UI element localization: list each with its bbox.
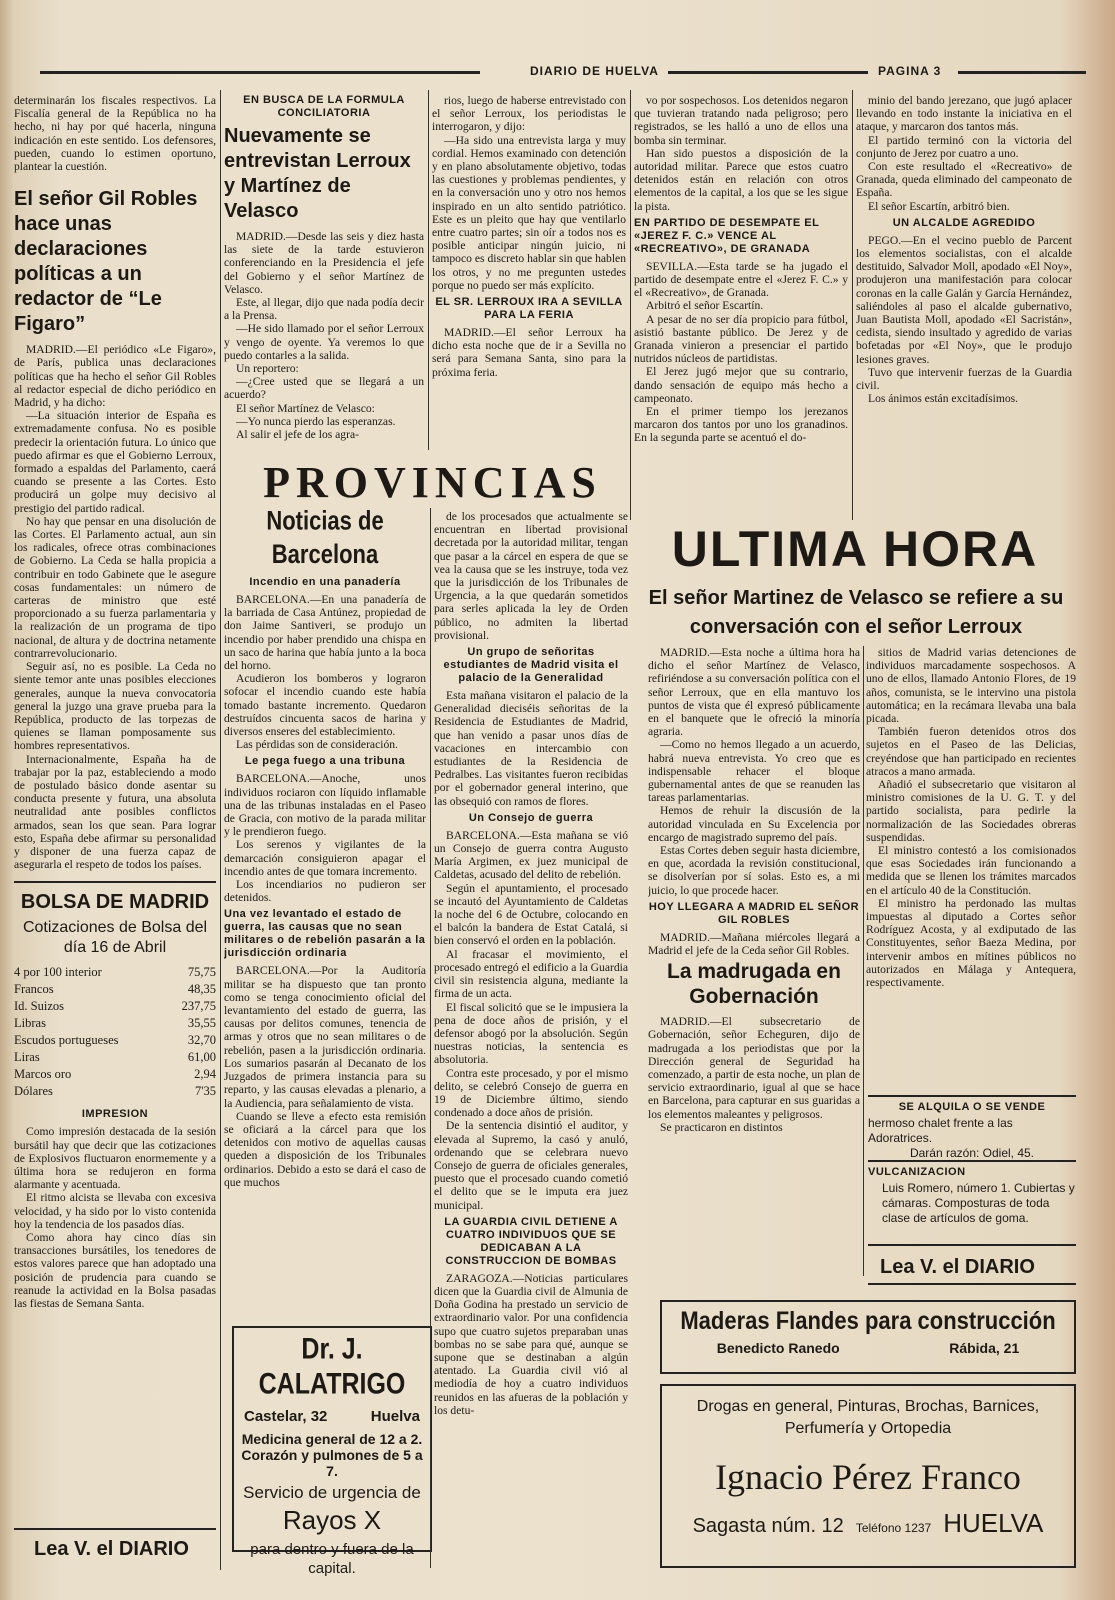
bolsa-row-name: Escudos portugueses — [14, 1033, 119, 1048]
paragraph: El Jerez jugó mejor que su contrario, dando sensación de equipo más hecho a campeonato. — [634, 365, 848, 405]
column-1 — [14, 94, 216, 1544]
paragraph: vo por sospechosos. Los detenidos negaron que tuvieran tratando nada peligroso; pero registrados, se les halló a uno de ellos una bomba sin terminar. — [634, 94, 848, 147]
senoritas-article — [434, 689, 628, 808]
paragraph: Esta mañana visitaron el palacio de la Generalidad dieciséis señoritas de la Residencia de Estudiantes de Madrid, que han venido a pasar unos días de vacaciones en intercambio con estudiantes de la Residencia de Pedralbes. Las visitantes fueron recibidas por el gobernador general interino, que las obsequió con ramos de flores. — [434, 689, 628, 808]
header-rule-left — [40, 71, 480, 74]
bombas-kicker: LA GUARDIA CIVIL DETIENE A CUATRO INDIVIDUOS QUE SE DEDICABAN A LA CONSTRUCCION DE BOMBAS — [444, 1215, 618, 1267]
page-number: PAGINA 3 — [878, 64, 942, 78]
sevilla-kicker: EL SR. LERROUX IRA A SEVILLA PARA LA FERIA — [435, 296, 623, 322]
lerroux-continued — [432, 94, 626, 292]
jerez-kicker: EN PARTIDO DE DESEMPATE EL «JEREZ F. C.» VENCE AL «RECREATIVO», DE GRANADA — [634, 216, 820, 255]
paragraph: BARCELONA.—En una panadería de la barriada de Casa Antúnez, propiedad de don Jaime Santiveri, se produjo un incendio por haber prendido una chispa en un saco de harina que había junto a la boca del horno. — [224, 593, 426, 673]
bolsa-row-name: Francos — [14, 982, 54, 997]
drogas-city: HUELVA — [943, 1508, 1044, 1538]
panaderia-kicker: Incendio en una panadería — [249, 576, 401, 588]
calatrigo-footer: para dentro y fuera de la capital. — [250, 1541, 414, 1577]
column-3-bottom — [434, 510, 628, 1585]
lea-diario-ad-2: Lea V. el DIARIO — [880, 1256, 1035, 1278]
paragraph: A pesar de no ser día propicio para fútbol, asistió bastante público. De Jerez y de Granada vinieron a presenciar el partido nutridos núcleos de partidistas. — [634, 312, 848, 366]
paragraph: Tuvo que intervenir fuerzas de la Guardia civil. — [856, 365, 1072, 393]
alquila-contact: Darán razón: Odiel, 45. — [909, 1146, 1035, 1160]
divider — [868, 1283, 1076, 1285]
consejo-kicker: Un Consejo de guerra — [468, 811, 594, 824]
bolsa-row-name: Liras — [14, 1050, 40, 1065]
paragraph: MADRID.—El periódico «Le Figaro», de París, publica unas declaraciones políticas que ha hecho el señor Gil Robles al redactor especial de dicho periódico en Madrid, y ha dicho: — [14, 343, 216, 410]
jurisdiccion-article — [224, 964, 426, 1188]
paragraph: Se practicaron en distintos — [660, 1120, 783, 1134]
bolsa-row-value: 2,94 — [194, 1067, 216, 1082]
paragraph: El señor Martínez de Velasco: — [236, 401, 375, 415]
alcalde-kicker: UN ALCALDE AGREDIDO — [892, 216, 1036, 229]
paragraph: Estas Cortes deben seguir hasta diciembre, en que, acordada la revisión constitucional, se disolverían por sí solas. Esto es, a mi juicio, lo que procede hacer. — [648, 844, 860, 897]
lea-diario-ad: Lea V. el DIARIO — [34, 1538, 189, 1560]
maderas-name: Benedicto Ranedo — [716, 1340, 840, 1356]
column-4-top — [634, 94, 848, 524]
bolsa-row-name: Marcos oro — [14, 1067, 72, 1082]
calatrigo-city: Huelva — [370, 1408, 420, 1425]
paragraph: De la sentencia disintió el auditor, y elevada al Supremo, la casó y anuló, ordenando que se celebrara nuevo Consejo de guerra de oficiales generales, puesto que el procesado cuando cometió el delito que se le imputa era juez municipal. — [434, 1119, 628, 1212]
bolsa-row-name: Id. Suizos — [14, 999, 64, 1014]
formula-kicker: EN BUSCA DE LA FORMULA CONCILIATORIA — [243, 94, 405, 119]
calatrigo-address-line — [234, 1408, 430, 1425]
paragraph: —Como no hemos llegado a un acuerdo, habrá nueva entrevista. Yo creo que es indispensable rehacer el bloque gubernamental antes de que se reanuden las tareas parlamentarias. — [648, 738, 860, 805]
calatrigo-rayos: Rayos X — [282, 1505, 382, 1535]
drogas-name: Ignacio Pérez Franco — [715, 1457, 1021, 1497]
alcalde-article — [856, 234, 1072, 406]
drogas-info — [662, 1508, 1074, 1539]
paragraph: Como impresión destacada de la sesión bursátil hay que decir que las cotizaciones de Explosivos fluctuaron enormemente y a última hora se redujeron en forma alarmante y acentuada. — [14, 1125, 216, 1192]
paragraph: Un reportero: — [236, 362, 299, 376]
column-rule — [428, 90, 429, 450]
bolsa-row — [14, 1066, 216, 1083]
bolsa-row — [14, 1032, 216, 1049]
procesados-continued — [434, 510, 628, 642]
divider — [868, 1095, 1076, 1097]
paragraph: —La situación interior de España es extremadamente confusa. No es posible predecir la orientación futura. Lo único que puedo afirmar es que el Gobierno Lerroux, formado a espaldas del Parlamento, caerá cuando se presente a las Cortes. Esto producirá un golpe muy decisivo al prestigio del partido radical. — [14, 409, 216, 515]
bolsa-row — [14, 1083, 216, 1100]
consejo-article — [434, 829, 628, 1212]
barcelona-headline: Noticias de Barcelona — [266, 508, 384, 570]
divider — [14, 881, 216, 883]
sevilla-article — [432, 326, 626, 379]
ultima-hora-heading: ULTIMA HORA — [671, 521, 1039, 577]
bolsa-row — [14, 1015, 216, 1032]
fiscales-text: determinarán los fiscales respectivos. La Fiscalía general de la República no ha hecho, ni hay por qué hacerla, ninguna indicación en este sentido. Los defensores, pueden, cuando lo estimen oportuno, plantear la cuestión. — [14, 94, 216, 174]
bombas-continued — [634, 94, 848, 213]
paragraph: Los serenos y vigilantes de la demarcación consiguieron apagar el incendio antes de que tomara incremento. — [224, 838, 426, 878]
calatrigo-hours-1: Medicina general de 12 a 2. — [241, 1431, 423, 1447]
paragraph: El partido terminó con la victoria del conjunto de Jerez por cuatro a uno. — [856, 133, 1072, 160]
drogas-address: Sagasta núm. 12 — [692, 1515, 844, 1537]
madrugada-article — [648, 1015, 860, 1134]
alquila-title: SE ALQUILA O SE VENDE — [898, 1101, 1046, 1113]
lerroux-article — [224, 230, 424, 441]
drogas-phone: Teléfono 1237 — [855, 1521, 932, 1535]
drogas-ad — [660, 1384, 1076, 1568]
header-rule-mid — [668, 71, 868, 74]
paragraph: sitios de Madrid varias detenciones de individuos marcadamente sospechosos. A uno de ellos, llamado Antonio Flores, de 19 años, comunista, se le intervino una pistola automática; en la recámara llevaba una bala picada. — [866, 646, 1076, 726]
paragraph: Seguir así, no es posible. La Ceda no siente temor ante unas posibles elecciones generales, aunque la nueva convocatoria general la juzgo una grave prueba para la República, producto de las torpezas de quienes se llaman pomposamente sus hombres representativos. — [14, 660, 216, 753]
paragraph: SEVILLA.—Esta tarde se ha jugado el partido de desempate entre el «Jerez F. C.» y el «Recreativo», de Granada. — [634, 259, 848, 300]
calatrigo-urgencia: Servicio de urgencia de — [243, 1483, 421, 1502]
velasco-article — [648, 646, 860, 897]
paragraph: BARCELONA.—Esta mañana se vió un Consejo de guerra contra Augusto María Argimen, ex juez municipal de Caldetas, acusado del delito de rebelión. — [434, 828, 628, 882]
paragraph: —He sido llamado por el señor Lerroux y vengo de oyente. Ya veremos lo que puedo contarles a la salida. — [224, 322, 424, 362]
bolsa-table — [14, 964, 216, 1100]
paragraph: Los ánimos están excitadísimos. — [868, 392, 1019, 406]
paragraph: MADRID.—Esta noche a última hora ha dicho el señor Martínez de Velasco, refiriéndose a su conversación política con el señor Lerroux, que en ella mantuvo los puntos de vista que él expresó públicamente en el banquete que le ofreció la minoría agraria. — [648, 646, 860, 739]
paragraph: Cuando se lleve a efecto esta remisión se oficiará a la cárcel para que los detenidos con motivo de aquellas causas queden a disposición de los Tribunales ordinarios. Debido a esto se dará el caso de que muchos — [224, 1109, 426, 1189]
paragraph: Al salir el jefe de los agra- — [236, 428, 359, 442]
column-5-top — [856, 94, 1072, 524]
column-rule — [852, 90, 853, 520]
paragraph: MADRID.—Desde las seis y diez hasta las siete de la tarde estuvieron conferenciando en la Presidencia el jefe del Gobierno y el señor Martínez de Velasco. — [224, 230, 424, 296]
paragraph: BARCELONA.—Anoche, unos individuos rociaron con líquido inflamable una de las tribunas instaladas en el Paseo de Gracia, con motivo de la parada militar y le prendieron fuego. — [224, 772, 426, 839]
bolsa-row-name: 4 por 100 interior — [14, 965, 102, 980]
vulcanizacion-ad — [868, 1166, 1076, 1240]
paragraph: —¿Cree usted que se llegará a un acuerdo? — [224, 375, 424, 402]
column-rule — [630, 90, 631, 520]
calatrigo-hours-2: Corazón y pulmones de 5 a 7. — [241, 1447, 423, 1479]
bolsa-title: BOLSA DE MADRID — [20, 891, 210, 914]
paragraph: MADRID.—Mañana miércoles llegará a Madrid el jefe de la Ceda señor Gil Robles. — [648, 930, 860, 958]
divider — [868, 1244, 1076, 1246]
gil-robles-llegada — [648, 931, 860, 957]
panaderia-article — [224, 593, 426, 751]
gil-robles-headline: El señor Gil Robles hace unas declaraciones políticas a un redactor de “Le Figaro” — [14, 188, 198, 336]
calatrigo-ad — [232, 1326, 432, 1577]
bolsa-row — [14, 981, 216, 998]
running-header — [40, 64, 1090, 80]
paragraph: —Ha sido una entrevista larga y muy cordial. Hemos examinado con detención y en plano absolutamente objetivo, todas las cuestiones y problemas pendientes, y en la conversación uno y otro nos hemos inspirado en un alto sentido patriótico. Este es un pleito que hay que ventilarlo entre cuatro partes; sin oír a todos nos es posible anticipar ningún juicio, ni tampoco es discreto hablar sin que hablen los otros, y no me pregunten ustedes porque no puedo ser más explícito. — [432, 133, 626, 292]
bolsa-subtitle: Cotizaciones de Bolsa del día 16 de Abril — [22, 919, 208, 957]
paragraph: También fueron detenidos otros dos sujetos en el Paseo de las Delicias, creyéndose que han participado en recientes atracos a mano armada. — [866, 725, 1076, 778]
gil-robles-article — [14, 343, 216, 871]
tribuna-article — [224, 772, 426, 904]
paragraph: MADRID.—El subsecretario de Gobernación, señor Echeguren, dijo de madrugada a los periodistas que por la Dirección general de Seguridad ha comenzado, a partir de esta noche, un plan de servicio extraordinario, igual al que se hace en Barcelona, para capturar en sus guaridas a los elementos maleantes y peligrosos. — [648, 1015, 860, 1121]
column-rule — [220, 90, 221, 1570]
impresion-title: IMPRESION — [81, 1108, 149, 1121]
ultima-column-left — [648, 646, 860, 1286]
maderas-ad — [660, 1300, 1076, 1374]
bolsa-row — [14, 1049, 216, 1066]
bolsa-row-value: 32,70 — [187, 1033, 216, 1048]
paper-title: DIARIO DE HUELVA — [530, 64, 659, 78]
impresion-article — [14, 1125, 216, 1310]
paragraph: PEGO.—En el vecino pueblo de Parcent los elementos socialistas, con el alcalde destituido, Salvador Moll, apodado «El Noy», produjeron una manifestación para colocar coronas en la calle Galán y García Hernández, saliéndoles al paso el alcalde gubernativo, Juan Bautista Moll, apodado «El Sacristán», cedista, siendo insultado y agredido de varias bofetadas por «El Noy», que le produjo lesiones graves. — [856, 233, 1072, 366]
tribuna-kicker: Le pega fuego a una tribuna — [244, 755, 406, 768]
jurisdiccion-kicker: Una vez levantado el estado de guerra, las causas que no sean militares o de rebelión pasarán a la jurisdicción ordinaria — [224, 908, 426, 960]
bolsa-row-value: 7'35 — [194, 1084, 216, 1099]
paragraph: Hemos de rehuir la discusión de la autoridad vinculada en Su Excelencia por encargo de magistrado supremo del país. — [648, 804, 860, 844]
paragraph: Los incendiarios no pudieron ser detenidos. — [224, 878, 426, 905]
calatrigo-name: Dr. J. CALATRIGO — [258, 1332, 406, 1401]
jerez-continued — [856, 94, 1072, 213]
paragraph: Han sido puestos a disposición de la autoridad militar. Parece que estos cuatro detenidos están en relación con otros elementos de la capital, a los que se les sigue la pista. — [634, 146, 848, 213]
paragraph: El ministro contestó a los comisionados que esas Sociedades irán funcionando a medida que se llenen los trámites marcados en el artículo 40 de la Constitución. — [866, 844, 1076, 897]
madrugada-headline: La madrugada en Gobernación — [667, 960, 841, 1009]
divider — [14, 1528, 216, 1530]
paragraph: En el primer tiempo los jerezanos marcaron dos tantos por uno los granadinos. En la segunda parte se acentuó el do- — [634, 405, 848, 445]
bolsa-row-name: Libras — [14, 1016, 46, 1031]
velasco-headline: El señor Martinez de Velasco se refiere a su conversación con el señor Lerroux — [648, 587, 1064, 638]
bolsa-row-value: 35,55 — [187, 1016, 216, 1031]
paragraph: Con este resultado el «Recreativo» de Granada, queda eliminado del campeonato de España. — [856, 160, 1072, 200]
bolsa-row-name: Dólares — [14, 1084, 53, 1099]
paragraph: No hay que pensar en una disolución de las Cortes. El Parlamento actual, aun sin los radicales, ofrece otras combinaciones de Gobierno. La Ceda se halla propicia a contribuir en todo Gabinete que le asegure cosas fundamentales: un número de carteras de ministro que esté proporcionado a su fuerza parlamentaria y la realización de un programa de tipo nacional, de altura y de doctrina netamente contrarrevolucionario. — [14, 514, 216, 660]
paragraph: Este, al llegar, dijo que nada podía decir a la Prensa. — [224, 296, 424, 323]
paragraph: minio del bando jerezano, que jugó aplacer llevando en todo instante la iniciativa en el ataque, y marcaron dos tantos más. — [856, 94, 1072, 134]
column-2-top — [224, 94, 424, 454]
paragraph: MADRID.—El señor Lerroux ha dicho esta noche que de ir a Sevilla no será para Semana Santa, sino para la próxima feria. — [432, 326, 626, 379]
ultima-column-right — [866, 646, 1076, 1092]
maderas-title: Maderas Flandes para construcción — [680, 1306, 1056, 1335]
paragraph: Al fracasar el movimiento, el procesado entregó el edificio a la Guardia civil sin resistencia alguna, mediante la firma de un acta. — [434, 947, 628, 1001]
paragraph: —Yo nunca pierdo las esperanzas. — [236, 414, 396, 428]
paragraph: de los procesados que actualmente se encuentran en libertad provisional decretada por la autoridad militar, tengan que pasar a la cárcel en espera de que se vea la causa que se les instruye, toda vez que la jurisdicción de los Tribunales de Urgencia, a la que quedarán sometidos para serles aplicada la ley de Orden público, no admiten la libertad provisional. — [434, 510, 628, 642]
vulcanizacion-title: VULCANIZACION — [868, 1166, 966, 1178]
paragraph: Internacionalmente, España ha de trabajar por la paz, estableciendo a modo de postulado básico donde asentar su conducta presente y futura, una absoluta neutralidad ante posibles conflictos armados, sean los que sean. Para lograr esto, España debe afirmar su personalidad y disponer de una fuerza capaz de asegurarla el respeto de todos los países. — [14, 752, 216, 872]
paragraph: ZARAGOZA.—Noticias particulares dicen que la Guardia civil de Almunia de Doña Godina ha prestado un servicio de extraordinario valor. Por una confidencia supo que cuatro sujetos preparaban unas bombas no se sabe para qué, aunque se supone que se destinaban a algún atentado. La Guardia civil vió al mediodía de hoy a cuatro individuos reunidos en las afueras de la población y los detu- — [434, 1271, 628, 1417]
maderas-info — [662, 1340, 1074, 1356]
bolsa-row-value: 75,75 — [187, 965, 216, 980]
column-rule — [430, 508, 431, 1568]
paragraph: El fiscal solicitó que se le impusiera la pena de doce años de prisión, y el defensor abogó por la absolución. Según nuestras noticias, la sentencia es absolutoria. — [434, 1000, 628, 1067]
lerroux-headline: Nuevamente se entrevistan Lerroux y Martínez de Velasco — [224, 125, 411, 222]
paragraph: BARCELONA.—Por la Auditoría militar se ha dispuesto que tan pronto como se tenga conocimiento oficial del levantamiento del estado de guerra, las causas por delitos comunes, tenencia de armas y otros que no sean militares o de rebelión, pasen a la jurisdicción ordinaria. Los sumarios pasarán al Decanato de los Juzgados de primera instancia para su reparto, y las causas elevadas a plenario, a la Audiencia, para señalamiento de vista. — [224, 964, 426, 1110]
header-rule-right — [958, 71, 1086, 74]
drogas-line: Drogas en general, Pinturas, Brochas, Barnices, Perfumería y Ortopedia — [696, 1398, 1040, 1437]
paragraph: rios, luego de haberse entrevistado con el señor Lerroux, los periodistas le interrogaron, y dijo: — [432, 94, 626, 134]
column-rule — [863, 646, 864, 1276]
paragraph: El señor Escartín, arbitró bien. — [868, 199, 1010, 213]
column-3-top — [432, 94, 626, 454]
paragraph: Acudieron los bomberos y lograron sofocar el incendio cuando este había tomado bastante incremento. Quedaron destruídos cincuenta sacos de harina y diversos enseres del establecimiento. — [224, 672, 426, 739]
calatrigo-address: Castelar, 32 — [244, 1408, 328, 1425]
bolsa-row-value: 48,35 — [187, 982, 216, 997]
detenciones-article — [866, 646, 1076, 989]
bolsa-row — [14, 998, 216, 1015]
bolsa-row-value: 237,75 — [181, 999, 216, 1014]
paragraph: El ministro ha perdonado las multas impuestas al diputado a Cortes señor Rodríguez Acosta, y al exdiputado de las Constituyentes, señor Baeza Medina, por intervenir ambos en mítines públicos no autorizados en Málaga y Antequera, respectivamente. — [866, 896, 1076, 990]
vulcanizacion-body: Luis Romero, número 1. Cubiertas y cámaras. Composturas de toda clase de artículos de goma. — [882, 1181, 1075, 1225]
senoritas-kicker: Un grupo de señoritas estudiantes de Madrid visita el palacio de la Generalidad — [443, 646, 619, 685]
provincias-heading: PROVINCIAS — [263, 458, 602, 507]
jerez-article — [634, 260, 848, 445]
bolsa-row-value: 61,00 — [187, 1050, 216, 1065]
paragraph: Según el apuntamiento, el procesado se incautó del Ayuntamiento de Caldetas la noche del 6 de Octubre, colocando en el balcón la bandera de Estat Catalá, si bien conservó el orden en la población. — [434, 881, 628, 948]
gil-robles-kicker: HOY LLEGARA A MADRID EL SEÑOR GIL ROBLES — [648, 900, 860, 926]
bombas-article — [434, 1272, 628, 1417]
paragraph: Añadió el subsecretario que visitaron al ministro comisiones de la U. G. T. y del partido socialista, para pedirle la normalización de las Sociedades obreras suspendidas. — [866, 778, 1076, 844]
paragraph: Contra este procesado, y por el mismo delito, se celebró Consejo de guerra en 19 de Diciembre último, siendo condenado a doce años de prisión. — [434, 1066, 628, 1120]
paragraph: Como ahora hay cinco días sin transacciones bursátiles, los tenedores de estos valores parece que han adoptado una posición de prudencia para cuando se reanude la actividad en la Bolsa pasadas las fiestas de Semana Santa. — [14, 1230, 216, 1310]
barcelona-column — [224, 508, 426, 1323]
alquila-body: hermoso chalet frente a las Adoratrices. — [868, 1116, 1013, 1145]
maderas-address: Rábida, 21 — [949, 1340, 1020, 1356]
bolsa-row — [14, 964, 216, 981]
paragraph: El ritmo alcista se llevaba con excesiva velocidad, y ha sido por lo visto contenida hoy la tendencia de los pasados días. — [14, 1191, 216, 1231]
paragraph: Las pérdidas son de consideración. — [236, 738, 398, 752]
divider — [868, 1160, 1076, 1162]
paragraph: Arbitró el señor Escartín. — [646, 299, 764, 313]
